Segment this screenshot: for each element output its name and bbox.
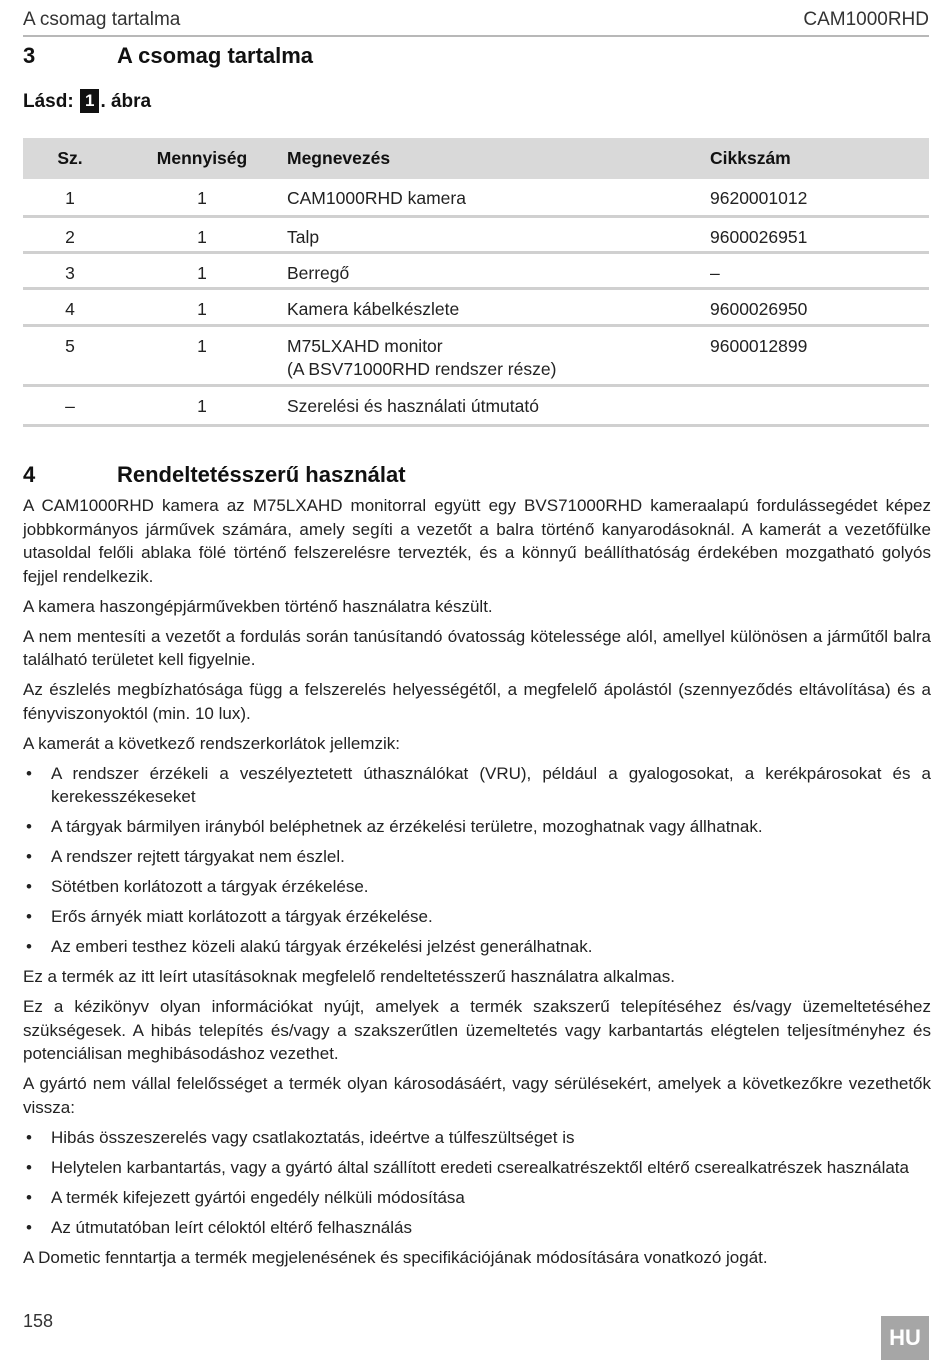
cell-article: – bbox=[710, 252, 929, 288]
bullet-icon: • bbox=[26, 1127, 32, 1147]
cell-name-line-2: (A BSV71000RHD rendszer része) bbox=[287, 358, 557, 379]
paragraph: A CAM1000RHD kamera az M75LXAHD monitorral együtt egy BVS71000RHD kameraalapú fordulássegédet képez jobbkormányos járművek számára, amely segíti a vezetőt a balra történő kanyarodásoknál. A kamerát a vezetőfülke utasoldal felőli ablaka fölé történő felszerelésre tervezték, és a könnyű beállíthatóság érdekében mozgatható golyós fejjel rendelkezik. bbox=[23, 496, 931, 586]
list-item bbox=[23, 1126, 931, 1150]
system-limits-list bbox=[23, 762, 931, 959]
section-4-body bbox=[23, 494, 931, 1276]
cell-article bbox=[710, 385, 929, 425]
list-item bbox=[23, 845, 931, 869]
paragraph: A kamerát a következő rendszerkorlátok jellemzik: bbox=[23, 733, 400, 753]
cell-name bbox=[287, 288, 710, 325]
package-contents-table bbox=[23, 138, 929, 427]
cell-name-line: Berregő bbox=[287, 262, 350, 283]
list-item-text: Hibás összeszerelés vagy csatlakoztatás, ideértve a túlfeszültséget is bbox=[51, 1127, 575, 1147]
list-item bbox=[23, 935, 931, 959]
table-row bbox=[23, 288, 929, 325]
list-item bbox=[23, 875, 931, 899]
list-item bbox=[23, 905, 931, 929]
cell-no: 3 bbox=[23, 252, 117, 288]
table-row bbox=[23, 325, 929, 385]
paragraph: Ez a termék az itt leírt utasításoknak megfelelő rendeltetésszerű használatra alkalmas. bbox=[23, 967, 675, 986]
cell-name bbox=[287, 216, 710, 252]
list-item bbox=[23, 815, 931, 839]
cell-name-line: Talp bbox=[287, 226, 320, 247]
bullet-icon: • bbox=[26, 763, 32, 783]
cell-quantity: 1 bbox=[117, 288, 287, 325]
cell-quantity: 1 bbox=[117, 179, 287, 216]
cell-no: – bbox=[23, 385, 117, 425]
cell-name bbox=[287, 252, 710, 288]
cell-name-line: Szerelési és használati útmutató bbox=[287, 395, 539, 416]
cell-name-line: Kamera kábelkészlete bbox=[287, 298, 460, 319]
bullet-icon: • bbox=[26, 1217, 32, 1237]
header-section-title: A csomag tartalma bbox=[23, 9, 181, 30]
list-item bbox=[23, 1216, 931, 1240]
list-item-text: Sötétben korlátozott a tárgyak érzékelése. bbox=[51, 877, 369, 896]
cell-no: 5 bbox=[23, 325, 117, 385]
figure-ref-suffix: . ábra bbox=[100, 91, 152, 112]
section-number: 3 bbox=[23, 43, 36, 68]
col-header-article: Cikkszám bbox=[710, 138, 929, 179]
table-row bbox=[23, 252, 929, 288]
cell-quantity: 1 bbox=[117, 385, 287, 425]
header-product-code: CAM1000RHD bbox=[803, 9, 929, 30]
section-title: Rendeltetésszerű használat bbox=[117, 462, 406, 487]
cell-no: 1 bbox=[23, 179, 117, 216]
paragraph: A kamera haszongépjárművekben történő használatra készült. bbox=[23, 596, 493, 616]
paragraph: A gyártó nem vállal felelősséget a termék olyan károsodásáért, vagy sérülésekért, amelyek a következőkre vezethetők vissza: bbox=[23, 1074, 931, 1117]
cell-quantity: 1 bbox=[117, 216, 287, 252]
language-badge: HU bbox=[881, 1316, 929, 1360]
table-row bbox=[23, 179, 929, 216]
section-title: A csomag tartalma bbox=[117, 43, 314, 68]
cell-name bbox=[287, 325, 710, 385]
col-header-quantity: Mennyiség bbox=[117, 138, 287, 179]
bullet-icon: • bbox=[26, 1157, 32, 1177]
liability-exclusions-list bbox=[23, 1126, 931, 1240]
bullet-icon: • bbox=[26, 877, 32, 896]
bullet-icon: • bbox=[26, 907, 32, 926]
list-item-text: Az útmutatóban leírt céloktól eltérő felhasználás bbox=[51, 1217, 412, 1237]
list-item-text: Helytelen karbantartás, vagy a gyártó által szállított eredeti cserealkatrészektől eltérő cserealkatrészek használata bbox=[51, 1157, 909, 1177]
cell-quantity: 1 bbox=[117, 325, 287, 385]
bullet-icon: • bbox=[26, 1187, 32, 1207]
cell-name-line: M75LXAHD monitor bbox=[287, 335, 443, 356]
bullet-icon: • bbox=[26, 937, 32, 956]
table-row bbox=[23, 216, 929, 252]
cell-name bbox=[287, 385, 710, 425]
cell-article: 9600026950 bbox=[710, 288, 929, 325]
figure-ref-prefix: Lásd: bbox=[23, 91, 74, 112]
table-row bbox=[23, 385, 929, 425]
section-number: 4 bbox=[23, 462, 36, 487]
list-item-text: Az emberi testhez közeli alakú tárgyak érzékelési jelzést generálhatnak. bbox=[51, 937, 593, 956]
list-item bbox=[23, 762, 931, 809]
bullet-icon: • bbox=[26, 817, 32, 836]
figure-number-box: 1 bbox=[80, 89, 99, 113]
list-item-text: A rendszer érzékeli a veszélyeztetett úthasználókat (VRU), például a gyalogosokat, a kerékpárosokat és a kerekesszékeseket bbox=[51, 763, 931, 806]
list-item-text: A termék kifejezett gyártói engedély nélküli módosítása bbox=[51, 1187, 465, 1207]
paragraph: A nem mentesíti a vezetőt a fordulás során tanúsítandó óvatosság kötelessége alól, amellyel különösen a járműtől balra található területet kell figyelnie. bbox=[23, 626, 931, 669]
cell-name bbox=[287, 179, 710, 216]
cell-no: 2 bbox=[23, 216, 117, 252]
figure-reference bbox=[23, 89, 151, 113]
col-header-name: Megnevezés bbox=[287, 138, 710, 179]
list-item bbox=[23, 1156, 931, 1180]
paragraph: A Dometic fenntartja a termék megjelenésének és specifikációjának módosítására vonatkozó jogát. bbox=[23, 1247, 768, 1267]
cell-no: 4 bbox=[23, 288, 117, 325]
cell-article: 9620001012 bbox=[710, 179, 929, 216]
section-4-heading bbox=[23, 462, 406, 488]
paragraph: Az észlelés megbízhatósága függ a felszerelés helyességétől, a megfelelő ápolástól (szennyeződés eltávolítása) és a fényviszonyoktól (min. 10 lux). bbox=[23, 680, 931, 723]
cell-quantity: 1 bbox=[117, 252, 287, 288]
bullet-icon: • bbox=[26, 847, 32, 866]
cell-article: 9600026951 bbox=[710, 216, 929, 252]
section-3-heading bbox=[23, 43, 313, 69]
list-item-text: A tárgyak bármilyen irányból beléphetnek az érzékelési területre, mozoghatnak vagy állhatnak. bbox=[51, 817, 763, 836]
paragraph: Ez a kézikönyv olyan információkat nyújt, amelyek a termék szakszerű telepítéséhez és/vagy üzemeltetéséhez szükségesek. A hibás telepítés és/vagy a szakszerűtlen üzemeltetés vagy karbantartás elégtelen teljesítményhez és potenciálisan meghibásodáshoz vezethet. bbox=[23, 997, 931, 1063]
cell-name-line: CAM1000RHD kamera bbox=[287, 188, 466, 208]
running-header bbox=[23, 7, 929, 37]
table-header-row bbox=[23, 138, 929, 179]
col-header-no: Sz. bbox=[23, 138, 117, 179]
cell-article: 9600012899 bbox=[710, 325, 929, 385]
list-item-text: Erős árnyék miatt korlátozott a tárgyak érzékelése. bbox=[51, 907, 433, 926]
list-item-text: A rendszer rejtett tárgyakat nem észlel. bbox=[51, 847, 345, 866]
page-number: 158 bbox=[23, 1311, 54, 1331]
list-item bbox=[23, 1186, 931, 1210]
